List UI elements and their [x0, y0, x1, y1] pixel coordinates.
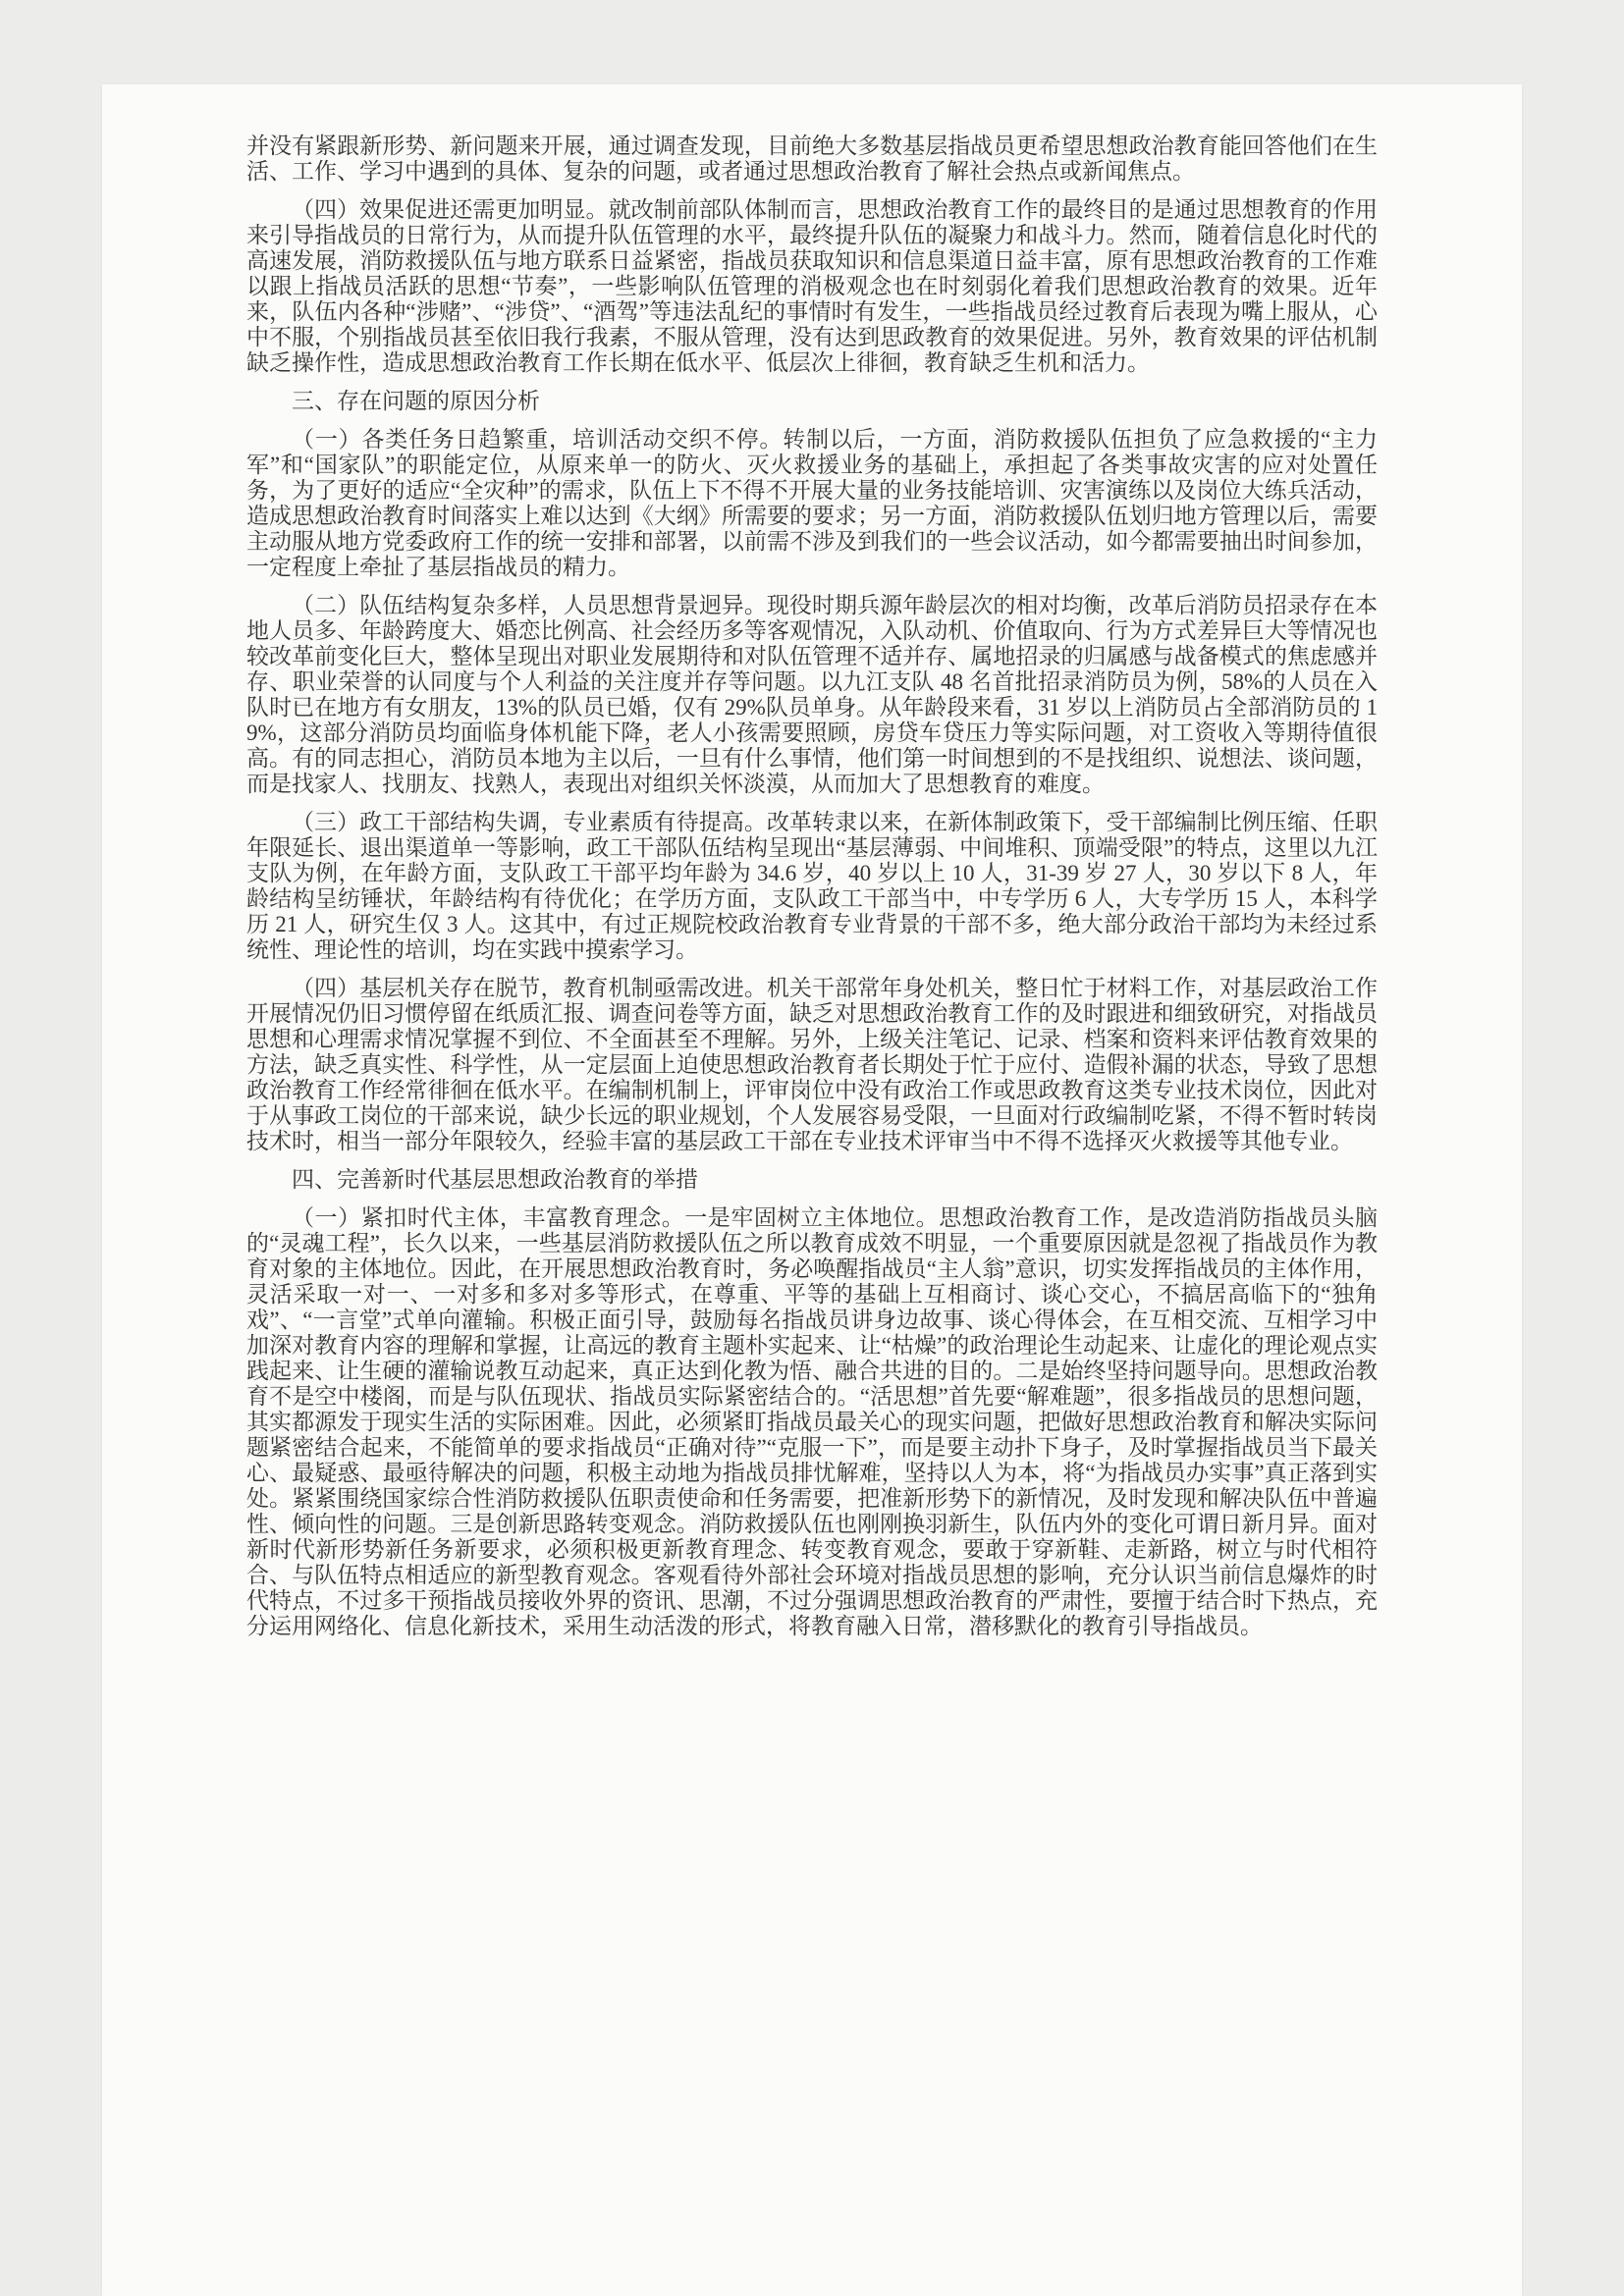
document-content: [102, 84, 1522, 1639]
paragraph-cause-3-cadre-structure: （三）政工干部结构失调，专业素质有待提高。改革转隶以来，在新体制政策下，受干部编制比例压缩、任职年限延长、退出渠道单一等影响，政工干部队伍结构呈现出“基层薄弱、中间堆积、顶端受限”的特点，这里以九江支队为例，在年龄方面，支队政工干部平均年龄为 34.6 岁，40 岁以上 10 人，31-39 岁 27 人，30 岁以下 8 人，年龄结构呈纺锤状，年龄结构有待优化；在学历方面，支队政工干部当中，中专学历 6 人，大专学历 15 人，本科学历 21 人，研究生仅 3 人。这其中，有过正规院校政治教育专业背景的干部不多，绝大部分政治干部均为未经过系统性、理论性的培训，均在实践中摸索学习。: [246, 810, 1378, 962]
section-heading-measures: 四、完善新时代基层思想政治教育的举措: [292, 1167, 698, 1192]
paragraph-measure-1-education-concept: （一）紧扣时代主体，丰富教育理念。一是牢固树立主体地位。思想政治教育工作，是改造消防指战员头脑的“灵魂工程”，长久以来，一些基层消防救援队伍之所以教育成效不明显，一个重要原因就是忽视了指战员作为教育对象的主体地位。因此，在开展思想政治教育时，务必唤醒指战员“主人翁”意识，切实发挥指战员的主体作用，灵活采取一对一、一对多和多对多等形式，在尊重、平等的基础上互相商讨、谈心交心，不搞居高临下的“独角戏”、“一言堂”式单向灌输。积极正面引导，鼓励每名指战员讲身边故事、谈心得体会，在互相交流、互相学习中加深对教育内容的理解和掌握，让高远的教育主题朴实起来、让“枯燥”的政治理论生动起来、让虚化的理论观点实践起来、让生硬的灌输说教互动起来，真正达到化教为悟、融合共进的目的。二是始终坚持问题导向。思想政治教育不是空中楼阁，而是与队伍现状、指战员实际紧密结合的。“活思想”首先要“解难题”，很多指战员的思想问题，其实都源发于现实生活的实际困难。因此，必须紧盯指战员最关心的现实问题，把做好思想政治教育和解决实际问题紧密结合起来，不能简单的要求指战员“正确对待”“克服一下”，而是要主动扑下身子，及时掌握指战员当下最关心、最疑惑、最亟待解决的问题，积极主动地为指战员排忧解难，坚持以人为本，将“为指战员办实事”真正落到实处。紧紧围绕国家综合性消防救援队伍职责使命和任务需要，把准新形势下的新情况，及时发现和解决队伍中普遍性、倾向性的问题。三是创新思路转变观念。消防救援队伍也刚刚换羽新生，队伍内外的变化可谓日新月异。面对新时代新形势新任务新要求，必须积极更新教育理念、转变教育观念，要敢于穿新鞋、走新路，树立与时代相符合、与队伍特点相适应的新型教育观念。客观看待外部社会环境对指战员思想的影响，充分认识当前信息爆炸的时代特点，不过多干预指战员接收外界的资讯、思潮，不过分强调思想政治教育的严肃性，要擅于结合时下热点，充分运用网络化、信息化新技术，采用生动活泼的形式，将教育融入日常，潜移默化的教育引导指战员。: [246, 1205, 1378, 1638]
document-page: [102, 84, 1522, 2296]
paragraph-continuation: 并没有紧跟新形势、新问题来开展，通过调查发现，目前绝大多数基层指战员更希望思想政治教育能回答他们在生活、工作、学习中遇到的具体、复杂的问题，或者通过思想政治教育了解社会热点或新闻焦点。: [246, 133, 1378, 184]
paragraph-effect-promotion: （四）效果促进还需更加明显。就改制前部队体制而言，思想政治教育工作的最终目的是通过思想教育的作用来引导指战员的日常行为，从而提升队伍管理的水平，最终提升队伍的凝聚力和战斗力。然而，随着信息化时代的高速发展，消防救援队伍与地方联系日益紧密，指战员获取知识和信息渠道日益丰富，原有思想政治教育的工作难以跟上指战员活跃的思想“节奏”，一些影响队伍管理的消极观念也在时刻弱化着我们思想政治教育的效果。近年来，队伍内各种“涉赌”、“涉贷”、“酒驾”等违法乱纪的事情时有发生，一些指战员经过教育后表现为嘴上服从，心中不服，个别指战员甚至依旧我行我素，不服从管理，没有达到思政教育的效果促进。另外，教育效果的评估机制缺乏操作性，造成思想政治教育工作长期在低水平、低层次上徘徊，教育缺乏生机和活力。: [246, 197, 1378, 375]
paragraph-cause-1-tasks: （一）各类任务日趋繁重，培训活动交织不停。转制以后，一方面，消防救援队伍担负了应急救援的“主力军”和“国家队”的职能定位，从原来单一的防火、灭火救援业务的基础上，承担起了各类事故灾害的应对处置任务，为了更好的适应“全灾种”的需求，队伍上下不得不开展大量的业务技能培训、灾害演练以及岗位大练兵活动，造成思想政治教育时间落实上难以达到《大纲》所需要的要求；另一方面，消防救援队伍划归地方管理以后，需要主动服从地方党委政府工作的统一安排和部署，以前需不涉及到我们的一些会议活动，如今都需要抽出时间参加，一定程度上牵扯了基层指战员的精力。: [246, 427, 1378, 579]
section-heading-cause-analysis: 三、存在问题的原因分析: [292, 389, 540, 413]
paragraph-cause-2-team-structure: （二）队伍结构复杂多样，人员思想背景迥异。现役时期兵源年龄层次的相对均衡，改革后消防员招录存在本地人员多、年龄跨度大、婚恋比例高、社会经历多等客观情况，入队动机、价值取向、行为方式差异巨大等情况也较改革前变化巨大，整体呈现出对职业发展期待和对队伍管理不适并存、属地招录的归属感与战备模式的焦虑感并存、职业荣誉的认同度与个人利益的关注度并存等问题。以九江支队 48 名首批招录消防员为例，58%的人员在入队时已在地方有女朋友，13%的队员已婚，仅有 29%队员单身。从年龄段来看，31 岁以上消防员占全部消防员的 19%，这部分消防员均面临身体机能下降，老人小孩需要照顾，房贷车贷压力等实际问题，对工资收入等期待值很高。有的同志担心，消防员本地为主以后，一旦有什么事情，他们第一时间想到的不是找组织、说想法、谈问题，而是找家人、找朋友、找熟人，表现出对组织关怀淡漠，从而加大了思想教育的难度。: [246, 593, 1378, 796]
paragraph-cause-4-grassroots-organ: （四）基层机关存在脱节，教育机制亟需改进。机关干部常年身处机关，整日忙于材料工作，对基层政治工作开展情况仍旧习惯停留在纸质汇报、调查问卷等方面，缺乏对思想政治教育工作的及时跟进和细致研究，对指战员思想和心理需求情况掌握不到位、不全面甚至不理解。另外，上级关注笔记、记录、档案和资料来评估教育效果的方法，缺乏真实性、科学性，从一定层面上迫使思想政治教育者长期处于忙于应付、造假补漏的状态，导致了思想政治教育工作经常徘徊在低水平。在编制机制上，评审岗位中没有政治工作或思政教育这类专业技术岗位，因此对于从事政工岗位的干部来说，缺少长远的职业规划，个人发展容易受限，一旦面对行政编制吃紧，不得不暂时转岗技术时，相当一部分年限较久，经验丰富的基层政工干部在专业技术评审当中不得不选择灭火救援等其他专业。: [246, 976, 1378, 1153]
